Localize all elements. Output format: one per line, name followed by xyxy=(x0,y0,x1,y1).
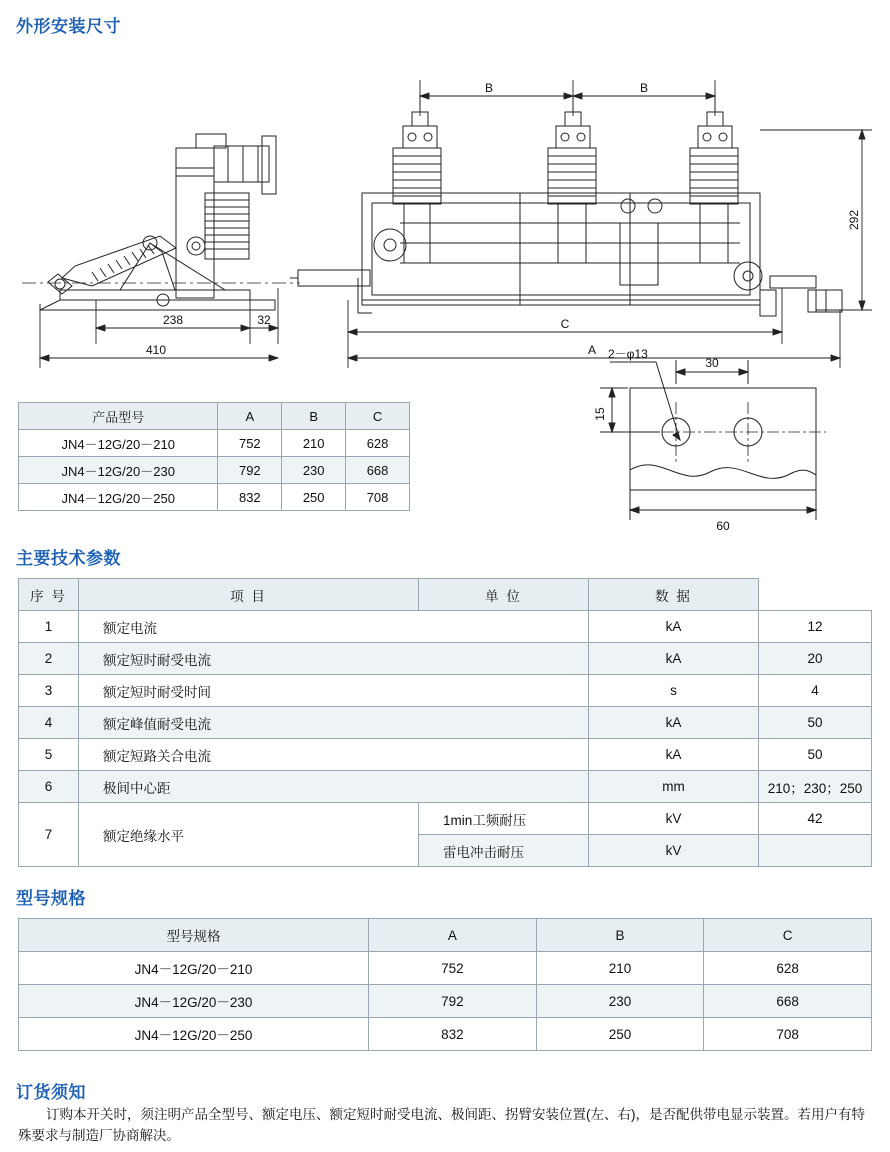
spec-cell-model: JN4－12G/20－250 xyxy=(19,1018,369,1051)
table-header-row xyxy=(19,403,410,430)
param-header-data: 数 据 xyxy=(589,579,759,611)
param-cell-item: 极间中心距 xyxy=(79,771,589,803)
bracket-label-hole-note: 2－φ13 xyxy=(608,347,648,361)
table-row xyxy=(19,611,872,643)
dim-header-b: B xyxy=(282,403,346,430)
order-notice-text xyxy=(18,1104,868,1146)
param-cell-unit: kA xyxy=(589,611,759,643)
table-row xyxy=(19,771,872,803)
param-cell-unit: kV xyxy=(589,803,759,835)
param-cell-no: 7 xyxy=(19,803,79,867)
table-row xyxy=(19,803,872,835)
dimension-table-container xyxy=(18,402,410,511)
param-cell-unit: mm xyxy=(589,771,759,803)
drawing-label-32: 32 xyxy=(257,313,271,327)
dim-cell-model: JN4－12G/20－250 xyxy=(19,484,218,511)
drawing-label-b-left: B xyxy=(484,81,494,95)
section-title-parameters: 主要技术参数 xyxy=(16,549,121,568)
parameters-table-container xyxy=(18,578,872,867)
dim-cell-b: 230 xyxy=(282,457,346,484)
param-cell-item: 额定绝缘水平 xyxy=(79,803,419,867)
table-header-row xyxy=(19,919,872,952)
param-cell-no: 3 xyxy=(19,675,79,707)
table-row xyxy=(19,643,872,675)
param-cell-data: 20 xyxy=(759,643,872,675)
table-row xyxy=(19,1018,872,1051)
spec-header-model: 型号规格 xyxy=(19,919,369,952)
order-notice-paragraph: 订购本开关时，须注明产品全型号、额定电压、额定短时耐受电流、极间距、拐臂安装位置(左、右)，是否配供带电显示装置。若用户有特殊要求与制造厂协商解决。 xyxy=(18,1107,865,1143)
dimension-table xyxy=(18,402,410,511)
parameters-table xyxy=(18,578,872,867)
dim-header-c: C xyxy=(346,403,410,430)
dim-cell-b: 210 xyxy=(282,430,346,457)
spec-header-a: A xyxy=(369,919,537,952)
param-cell-unit: kV xyxy=(589,835,759,867)
param-cell-no: 2 xyxy=(19,643,79,675)
table-row xyxy=(19,952,872,985)
spec-table-container xyxy=(18,918,872,1051)
drawing-label-292: 292 xyxy=(847,209,861,231)
spec-cell-a: 832 xyxy=(369,1018,537,1051)
spec-cell-model: JN4－12G/20－210 xyxy=(19,952,369,985)
dim-cell-c: 628 xyxy=(346,430,410,457)
dim-header-a: A xyxy=(218,403,282,430)
param-cell-item: 额定短路关合电流 xyxy=(79,739,589,771)
param-cell-subitem: 雷电冲击耐压 xyxy=(419,835,589,867)
dim-cell-a: 752 xyxy=(218,430,282,457)
dim-cell-c: 668 xyxy=(346,457,410,484)
param-cell-item: 额定短时耐受电流 xyxy=(79,643,589,675)
section-title-spec: 型号规格 xyxy=(16,889,86,908)
spec-cell-b: 210 xyxy=(536,952,704,985)
spec-cell-a: 752 xyxy=(369,952,537,985)
param-cell-unit: kA xyxy=(589,739,759,771)
dim-cell-a: 792 xyxy=(218,457,282,484)
dim-cell-model: JN4－12G/20－230 xyxy=(19,457,218,484)
table-row xyxy=(19,430,410,457)
table-row xyxy=(19,739,872,771)
drawing-label-410: 410 xyxy=(145,343,167,357)
param-cell-no: 4 xyxy=(19,707,79,739)
bracket-label-15: 15 xyxy=(593,407,607,421)
spec-header-b: B xyxy=(536,919,704,952)
param-cell-no: 1 xyxy=(19,611,79,643)
bracket-label-30: 30 xyxy=(705,356,719,370)
param-cell-no: 5 xyxy=(19,739,79,771)
dim-header-model: 产品型号 xyxy=(19,403,218,430)
param-cell-unit: kA xyxy=(589,707,759,739)
spec-cell-c: 668 xyxy=(704,985,872,1018)
param-cell-item: 额定电流 xyxy=(79,611,589,643)
dim-cell-a: 832 xyxy=(218,484,282,511)
spec-cell-b: 250 xyxy=(536,1018,704,1051)
param-cell-unit: kA xyxy=(589,643,759,675)
spec-cell-model: JN4－12G/20－230 xyxy=(19,985,369,1018)
param-cell-data: 12 xyxy=(759,611,872,643)
spec-cell-c: 708 xyxy=(704,1018,872,1051)
param-cell-item: 额定短时耐受时间 xyxy=(79,675,589,707)
section-title-dimensions: 外形安装尺寸 xyxy=(16,17,121,36)
table-row xyxy=(19,985,872,1018)
drawing-label-b-right: B xyxy=(639,81,649,95)
spec-cell-c: 628 xyxy=(704,952,872,985)
spec-header-c: C xyxy=(704,919,872,952)
table-row xyxy=(19,484,410,511)
drawing-label-c: C xyxy=(560,317,570,331)
param-cell-unit: s xyxy=(589,675,759,707)
param-cell-subitem: 1min工频耐压 xyxy=(419,803,589,835)
table-row xyxy=(19,707,872,739)
table-row xyxy=(19,457,410,484)
param-header-item: 项 目 xyxy=(79,579,419,611)
param-header-no: 序 号 xyxy=(19,579,79,611)
drawing-label-238: 238 xyxy=(162,313,184,327)
param-header-unit: 单 位 xyxy=(419,579,589,611)
bracket-label-60: 60 xyxy=(716,519,730,533)
spec-cell-a: 792 xyxy=(369,985,537,1018)
table-row xyxy=(19,675,872,707)
dim-cell-b: 250 xyxy=(282,484,346,511)
section-title-order: 订货须知 xyxy=(16,1083,86,1102)
spec-table xyxy=(18,918,872,1051)
param-cell-no: 6 xyxy=(19,771,79,803)
param-cell-data xyxy=(759,835,872,867)
dim-cell-model: JN4－12G/20－210 xyxy=(19,430,218,457)
param-cell-data: 42 xyxy=(759,803,872,835)
param-cell-data: 4 xyxy=(759,675,872,707)
drawing-label-a: A xyxy=(587,343,597,357)
param-cell-item: 额定峰值耐受电流 xyxy=(79,707,589,739)
table-header-row xyxy=(19,579,872,611)
spec-cell-b: 230 xyxy=(536,985,704,1018)
param-cell-data: 210；230；250 xyxy=(759,771,872,803)
dim-cell-c: 708 xyxy=(346,484,410,511)
param-cell-data: 50 xyxy=(759,739,872,771)
param-cell-data: 50 xyxy=(759,707,872,739)
mounting-bracket-detail-drawing xyxy=(560,340,880,540)
